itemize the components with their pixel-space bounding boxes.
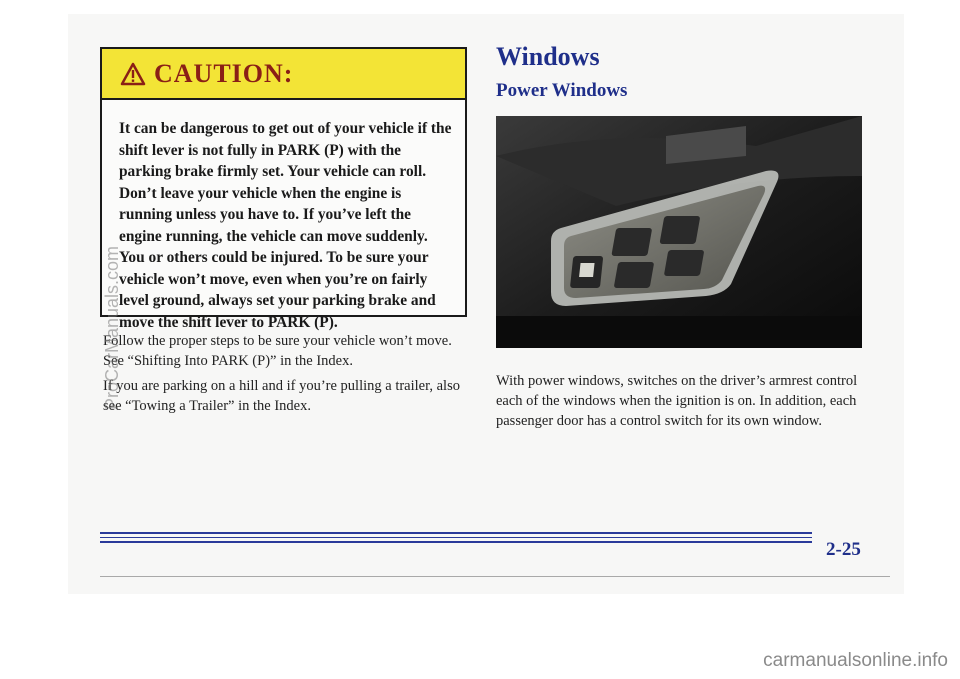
power-windows-paragraph: With power windows, switches on the driver’s armrest control each of the windows when the ignition is on. In addition, each passenger door has a control switch for its own window. <box>496 373 858 429</box>
bottom-rule <box>100 576 890 577</box>
hill-parking-paragraph: If you are parking on a hill and if you’re pulling a trailer, also see “Towing a Trailer” in the Index. <box>103 378 460 414</box>
caution-text: It can be dangerous to get out of your vehicle if the shift lever is not fully in PARK (P) with the parking brake firmly set. Your vehicle can roll. Don’t leave your vehicle when the engine is running unless you have to. If you’ve left the engine running, the vehicle can move suddenly. You or others could be injured. To be sure your vehicle won’t move, even when you’re on fairly level ground, always set your parking brake and move the shift lever to PARK (P). <box>119 120 452 331</box>
subsection-title: Power Windows <box>496 80 628 101</box>
caution-header <box>102 49 465 100</box>
warning-triangle-icon <box>120 62 146 86</box>
footer-rules <box>100 532 812 546</box>
window-switch-illustration <box>496 116 862 348</box>
footer-watermark: carmanualsonline.info <box>763 650 948 671</box>
footer-rule <box>100 537 812 538</box>
page-number: 2-25 <box>826 539 861 560</box>
parking-steps-paragraph: Follow the proper steps to be sure your vehicle won’t move. See “Shifting Into PARK (P)” in the Index. <box>103 333 452 369</box>
side-watermark: ProCarManuals.com <box>102 245 122 410</box>
caution-title: CAUTION: <box>154 58 294 88</box>
section-title: Windows <box>496 42 600 71</box>
footer-rule <box>100 541 812 543</box>
footer-rule <box>100 532 812 534</box>
power-window-switch-photo <box>496 116 862 348</box>
